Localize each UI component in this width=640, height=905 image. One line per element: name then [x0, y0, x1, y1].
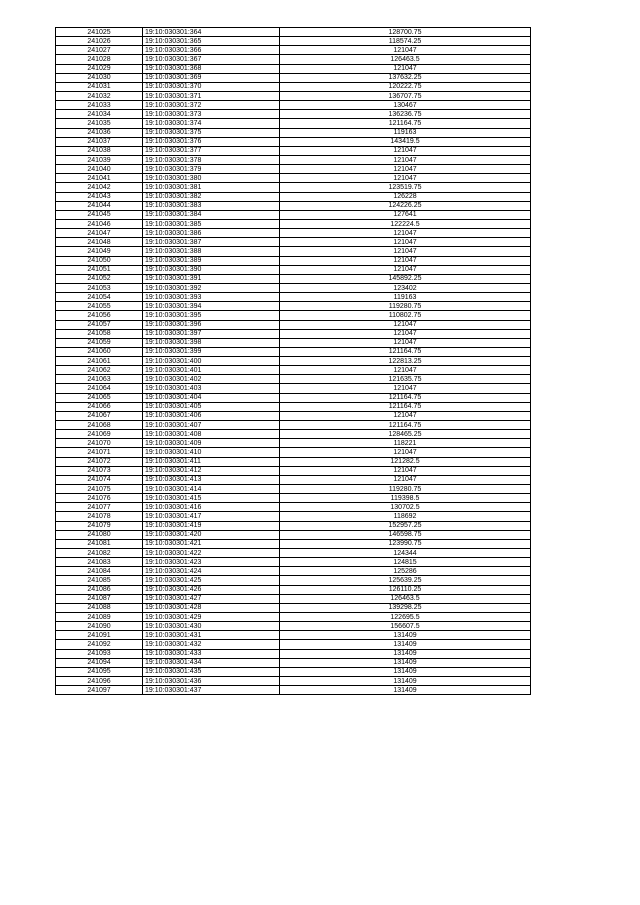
value-cell: 121047	[280, 247, 531, 256]
record-number-cell: 241069	[56, 430, 143, 439]
cadastral-number-cell: 19:10:030301:424	[143, 567, 280, 576]
value-cell: 122224.5	[280, 219, 531, 228]
value-cell: 121047	[280, 238, 531, 247]
cadastral-number-cell: 19:10:030301:366	[143, 46, 280, 55]
value-cell: 131409	[280, 658, 531, 667]
value-cell: 121047	[280, 338, 531, 347]
cadastral-number-cell: 19:10:030301:425	[143, 576, 280, 585]
cadastral-number-cell: 19:10:030301:367	[143, 55, 280, 64]
record-number-cell: 241038	[56, 146, 143, 155]
table-row	[56, 37, 531, 46]
table-row	[56, 165, 531, 174]
cadastral-number-cell: 19:10:030301:382	[143, 192, 280, 201]
cadastral-number-cell: 19:10:030301:375	[143, 128, 280, 137]
table-row	[56, 256, 531, 265]
value-cell: 127641	[280, 210, 531, 219]
cadastral-number-cell: 19:10:030301:400	[143, 357, 280, 366]
cadastral-number-cell: 19:10:030301:374	[143, 119, 280, 128]
value-cell: 121047	[280, 466, 531, 475]
record-number-cell: 241047	[56, 229, 143, 238]
table-row	[56, 155, 531, 164]
cadastral-number-cell: 19:10:030301:427	[143, 594, 280, 603]
cadastral-number-cell: 19:10:030301:377	[143, 146, 280, 155]
record-number-cell: 241063	[56, 375, 143, 384]
value-cell: 126463.5	[280, 594, 531, 603]
cadastral-number-cell: 19:10:030301:436	[143, 676, 280, 685]
value-cell: 121164.75	[280, 119, 531, 128]
value-cell: 121047	[280, 366, 531, 375]
value-cell: 118221	[280, 439, 531, 448]
table-row	[56, 274, 531, 283]
cadastral-number-cell: 19:10:030301:379	[143, 165, 280, 174]
table-row	[56, 110, 531, 119]
record-number-cell: 241075	[56, 485, 143, 494]
record-number-cell: 241061	[56, 357, 143, 366]
value-cell: 121047	[280, 165, 531, 174]
cadastral-number-cell: 19:10:030301:433	[143, 649, 280, 658]
cadastral-number-cell: 19:10:030301:365	[143, 37, 280, 46]
record-number-cell: 241040	[56, 165, 143, 174]
record-number-cell: 241044	[56, 201, 143, 210]
record-number-cell: 241077	[56, 503, 143, 512]
value-cell: 128465.25	[280, 430, 531, 439]
table-row	[56, 238, 531, 247]
table-row	[56, 229, 531, 238]
record-number-cell: 241050	[56, 256, 143, 265]
table-row	[56, 219, 531, 228]
table-row	[56, 494, 531, 503]
value-cell: 122695.5	[280, 613, 531, 622]
cadastral-number-cell: 19:10:030301:415	[143, 494, 280, 503]
cadastral-number-cell: 19:10:030301:405	[143, 402, 280, 411]
value-cell: 121047	[280, 146, 531, 155]
cadastral-number-cell: 19:10:030301:369	[143, 73, 280, 82]
table-row	[56, 302, 531, 311]
record-number-cell: 241092	[56, 640, 143, 649]
record-number-cell: 241071	[56, 448, 143, 457]
cadastral-number-cell: 19:10:030301:406	[143, 411, 280, 420]
cadastral-number-cell: 19:10:030301:426	[143, 585, 280, 594]
value-cell: 121282.5	[280, 457, 531, 466]
record-number-cell: 241070	[56, 439, 143, 448]
cadastral-number-cell: 19:10:030301:389	[143, 256, 280, 265]
value-cell: 126110.25	[280, 585, 531, 594]
value-cell: 131409	[280, 640, 531, 649]
record-number-cell: 241085	[56, 576, 143, 585]
table-row	[56, 247, 531, 256]
cadastral-number-cell: 19:10:030301:437	[143, 686, 280, 695]
table-row	[56, 512, 531, 521]
record-number-cell: 241087	[56, 594, 143, 603]
value-cell: 121047	[280, 229, 531, 238]
record-number-cell: 241064	[56, 384, 143, 393]
cadastral-number-cell: 19:10:030301:434	[143, 658, 280, 667]
cadastral-number-cell: 19:10:030301:420	[143, 530, 280, 539]
record-number-cell: 241084	[56, 567, 143, 576]
table-body	[56, 28, 531, 695]
record-number-cell: 241072	[56, 457, 143, 466]
value-cell: 121164.75	[280, 421, 531, 430]
cadastral-number-cell: 19:10:030301:419	[143, 521, 280, 530]
table-row	[56, 439, 531, 448]
table-row	[56, 293, 531, 302]
value-cell: 121047	[280, 411, 531, 420]
value-cell: 143419.5	[280, 137, 531, 146]
value-cell: 124344	[280, 549, 531, 558]
record-number-cell: 241060	[56, 347, 143, 356]
table-row	[56, 686, 531, 695]
cadastral-number-cell: 19:10:030301:409	[143, 439, 280, 448]
cadastral-number-cell: 19:10:030301:417	[143, 512, 280, 521]
cadastral-number-cell: 19:10:030301:371	[143, 91, 280, 100]
cadastral-number-cell: 19:10:030301:398	[143, 338, 280, 347]
record-number-cell: 241073	[56, 466, 143, 475]
record-number-cell: 241056	[56, 311, 143, 320]
cadastral-number-cell: 19:10:030301:370	[143, 82, 280, 91]
cadastral-number-cell: 19:10:030301:372	[143, 101, 280, 110]
cadastral-number-cell: 19:10:030301:394	[143, 302, 280, 311]
table-row	[56, 503, 531, 512]
value-cell: 123519.75	[280, 183, 531, 192]
value-cell: 121047	[280, 174, 531, 183]
table-row	[56, 613, 531, 622]
record-number-cell: 241039	[56, 155, 143, 164]
table-row	[56, 28, 531, 37]
table-row	[56, 393, 531, 402]
record-number-cell: 241043	[56, 192, 143, 201]
value-cell: 125639.25	[280, 576, 531, 585]
cadastral-number-cell: 19:10:030301:395	[143, 311, 280, 320]
cadastral-number-cell: 19:10:030301:422	[143, 549, 280, 558]
value-cell: 121164.75	[280, 402, 531, 411]
cadastral-number-cell: 19:10:030301:391	[143, 274, 280, 283]
record-number-cell: 241066	[56, 402, 143, 411]
cadastral-number-cell: 19:10:030301:390	[143, 265, 280, 274]
value-cell: 119398.5	[280, 494, 531, 503]
table-row	[56, 676, 531, 685]
table-row	[56, 539, 531, 548]
table-row	[56, 82, 531, 91]
record-number-cell: 241049	[56, 247, 143, 256]
record-number-cell: 241080	[56, 530, 143, 539]
table-row	[56, 530, 531, 539]
value-cell: 121047	[280, 320, 531, 329]
cadastral-number-cell: 19:10:030301:404	[143, 393, 280, 402]
value-cell: 122813.25	[280, 357, 531, 366]
cadastral-number-cell: 19:10:030301:368	[143, 64, 280, 73]
table-row	[56, 201, 531, 210]
table-row	[56, 475, 531, 484]
value-cell: 119280.75	[280, 302, 531, 311]
table-row	[56, 210, 531, 219]
table-row	[56, 137, 531, 146]
table-row	[56, 119, 531, 128]
record-number-cell: 241090	[56, 622, 143, 631]
table-row	[56, 667, 531, 676]
cadastral-number-cell: 19:10:030301:397	[143, 329, 280, 338]
cadastral-number-cell: 19:10:030301:388	[143, 247, 280, 256]
table-row	[56, 585, 531, 594]
value-cell: 118574.25	[280, 37, 531, 46]
table-row	[56, 55, 531, 64]
value-cell: 124815	[280, 558, 531, 567]
record-number-cell: 241055	[56, 302, 143, 311]
table-row	[56, 421, 531, 430]
value-cell: 126228	[280, 192, 531, 201]
cadastral-number-cell: 19:10:030301:407	[143, 421, 280, 430]
table-row	[56, 329, 531, 338]
value-cell: 145892.25	[280, 274, 531, 283]
record-number-cell: 241065	[56, 393, 143, 402]
value-cell: 139298.25	[280, 603, 531, 612]
table-row	[56, 457, 531, 466]
record-number-cell: 241057	[56, 320, 143, 329]
record-number-cell: 241074	[56, 475, 143, 484]
value-cell: 136236.75	[280, 110, 531, 119]
value-cell: 125286	[280, 567, 531, 576]
record-number-cell: 241076	[56, 494, 143, 503]
table-row	[56, 91, 531, 100]
value-cell: 131409	[280, 676, 531, 685]
table-row	[56, 311, 531, 320]
table-row	[56, 46, 531, 55]
record-number-cell: 241079	[56, 521, 143, 530]
table-row	[56, 603, 531, 612]
cadastral-number-cell: 19:10:030301:411	[143, 457, 280, 466]
value-cell: 121047	[280, 448, 531, 457]
cadastral-number-cell: 19:10:030301:402	[143, 375, 280, 384]
cadastral-number-cell: 19:10:030301:393	[143, 293, 280, 302]
record-number-cell: 241088	[56, 603, 143, 612]
table-row	[56, 128, 531, 137]
value-cell: 121047	[280, 265, 531, 274]
table-row	[56, 521, 531, 530]
table-row	[56, 631, 531, 640]
record-number-cell: 241035	[56, 119, 143, 128]
table-row	[56, 649, 531, 658]
value-cell: 123402	[280, 283, 531, 292]
cadastral-number-cell: 19:10:030301:387	[143, 238, 280, 247]
record-number-cell: 241058	[56, 329, 143, 338]
value-cell: 136707.75	[280, 91, 531, 100]
table-row	[56, 466, 531, 475]
record-number-cell: 241034	[56, 110, 143, 119]
table-row	[56, 448, 531, 457]
table-row	[56, 567, 531, 576]
record-number-cell: 241031	[56, 82, 143, 91]
cadastral-number-cell: 19:10:030301:396	[143, 320, 280, 329]
value-cell: 130467	[280, 101, 531, 110]
cadastral-number-cell: 19:10:030301:423	[143, 558, 280, 567]
value-cell: 137632.25	[280, 73, 531, 82]
record-number-cell: 241094	[56, 658, 143, 667]
record-number-cell: 241046	[56, 219, 143, 228]
value-cell: 128700.75	[280, 28, 531, 37]
cadastral-number-cell: 19:10:030301:416	[143, 503, 280, 512]
cadastral-number-cell: 19:10:030301:383	[143, 201, 280, 210]
record-number-cell: 241081	[56, 539, 143, 548]
record-number-cell: 241096	[56, 676, 143, 685]
cadastral-number-cell: 19:10:030301:380	[143, 174, 280, 183]
cadastral-number-cell: 19:10:030301:432	[143, 640, 280, 649]
table-row	[56, 101, 531, 110]
record-number-cell: 241025	[56, 28, 143, 37]
table-row	[56, 283, 531, 292]
value-cell: 110802.75	[280, 311, 531, 320]
record-number-cell: 241068	[56, 421, 143, 430]
record-number-cell: 241037	[56, 137, 143, 146]
cadastral-number-cell: 19:10:030301:384	[143, 210, 280, 219]
cadastral-number-cell: 19:10:030301:431	[143, 631, 280, 640]
table-row	[56, 375, 531, 384]
record-number-cell: 241041	[56, 174, 143, 183]
record-number-cell: 241032	[56, 91, 143, 100]
cadastral-number-cell: 19:10:030301:408	[143, 430, 280, 439]
value-cell: 121047	[280, 384, 531, 393]
table-row	[56, 594, 531, 603]
value-cell: 131409	[280, 649, 531, 658]
table-row	[56, 192, 531, 201]
data-table	[55, 27, 531, 695]
cadastral-number-cell: 19:10:030301:364	[143, 28, 280, 37]
cadastral-number-cell: 19:10:030301:376	[143, 137, 280, 146]
record-number-cell: 241028	[56, 55, 143, 64]
value-cell: 121635.75	[280, 375, 531, 384]
table-row	[56, 73, 531, 82]
record-number-cell: 241045	[56, 210, 143, 219]
value-cell: 121164.75	[280, 347, 531, 356]
value-cell: 131409	[280, 686, 531, 695]
record-number-cell: 241083	[56, 558, 143, 567]
cadastral-number-cell: 19:10:030301:381	[143, 183, 280, 192]
value-cell: 121047	[280, 155, 531, 164]
cadastral-number-cell: 19:10:030301:378	[143, 155, 280, 164]
value-cell: 131409	[280, 667, 531, 676]
value-cell: 121047	[280, 475, 531, 484]
value-cell: 121047	[280, 46, 531, 55]
value-cell: 124226.25	[280, 201, 531, 210]
record-number-cell: 241042	[56, 183, 143, 192]
record-number-cell: 241053	[56, 283, 143, 292]
value-cell: 121047	[280, 329, 531, 338]
record-number-cell: 241086	[56, 585, 143, 594]
table-row	[56, 146, 531, 155]
record-number-cell: 241059	[56, 338, 143, 347]
cadastral-number-cell: 19:10:030301:430	[143, 622, 280, 631]
table-row	[56, 320, 531, 329]
cadastral-number-cell: 19:10:030301:410	[143, 448, 280, 457]
record-number-cell: 241030	[56, 73, 143, 82]
cadastral-number-cell: 19:10:030301:421	[143, 539, 280, 548]
record-number-cell: 241093	[56, 649, 143, 658]
table-row	[56, 183, 531, 192]
record-number-cell: 241054	[56, 293, 143, 302]
cadastral-number-cell: 19:10:030301:412	[143, 466, 280, 475]
record-number-cell: 241051	[56, 265, 143, 274]
table-row	[56, 366, 531, 375]
value-cell: 123990.75	[280, 539, 531, 548]
table-row	[56, 411, 531, 420]
table-row	[56, 384, 531, 393]
record-number-cell: 241052	[56, 274, 143, 283]
record-number-cell: 241082	[56, 549, 143, 558]
table-row	[56, 174, 531, 183]
table-row	[56, 640, 531, 649]
cadastral-number-cell: 19:10:030301:413	[143, 475, 280, 484]
table-row	[56, 658, 531, 667]
value-cell: 118692	[280, 512, 531, 521]
cadastral-number-cell: 19:10:030301:414	[143, 485, 280, 494]
cadastral-number-cell: 19:10:030301:435	[143, 667, 280, 676]
value-cell: 119163	[280, 293, 531, 302]
value-cell: 119163	[280, 128, 531, 137]
record-number-cell: 241027	[56, 46, 143, 55]
table-row	[56, 338, 531, 347]
table-row	[56, 622, 531, 631]
table-row	[56, 430, 531, 439]
record-number-cell: 241067	[56, 411, 143, 420]
record-number-cell: 241062	[56, 366, 143, 375]
table-row	[56, 357, 531, 366]
record-number-cell: 241078	[56, 512, 143, 521]
table-row	[56, 558, 531, 567]
record-number-cell: 241097	[56, 686, 143, 695]
cadastral-number-cell: 19:10:030301:373	[143, 110, 280, 119]
cadastral-number-cell: 19:10:030301:401	[143, 366, 280, 375]
table-row	[56, 485, 531, 494]
record-number-cell: 241091	[56, 631, 143, 640]
record-number-cell: 241048	[56, 238, 143, 247]
table-row	[56, 265, 531, 274]
table-row	[56, 64, 531, 73]
value-cell: 126463.5	[280, 55, 531, 64]
cadastral-number-cell: 19:10:030301:429	[143, 613, 280, 622]
value-cell: 146598.75	[280, 530, 531, 539]
cadastral-number-cell: 19:10:030301:399	[143, 347, 280, 356]
value-cell: 119280.75	[280, 485, 531, 494]
table-row	[56, 347, 531, 356]
table-row	[56, 576, 531, 585]
record-number-cell: 241036	[56, 128, 143, 137]
value-cell: 121164.75	[280, 393, 531, 402]
cadastral-number-cell: 19:10:030301:385	[143, 219, 280, 228]
value-cell: 121047	[280, 256, 531, 265]
cadastral-number-cell: 19:10:030301:386	[143, 229, 280, 238]
cadastral-number-cell: 19:10:030301:403	[143, 384, 280, 393]
table-row	[56, 549, 531, 558]
record-number-cell: 241095	[56, 667, 143, 676]
table-row	[56, 402, 531, 411]
cadastral-number-cell: 19:10:030301:392	[143, 283, 280, 292]
value-cell: 121047	[280, 64, 531, 73]
record-number-cell: 241089	[56, 613, 143, 622]
value-cell: 130702.5	[280, 503, 531, 512]
record-number-cell: 241026	[56, 37, 143, 46]
value-cell: 156607.5	[280, 622, 531, 631]
record-number-cell: 241029	[56, 64, 143, 73]
value-cell: 131409	[280, 631, 531, 640]
cadastral-number-cell: 19:10:030301:428	[143, 603, 280, 612]
record-number-cell: 241033	[56, 101, 143, 110]
value-cell: 120222.75	[280, 82, 531, 91]
value-cell: 152957.25	[280, 521, 531, 530]
